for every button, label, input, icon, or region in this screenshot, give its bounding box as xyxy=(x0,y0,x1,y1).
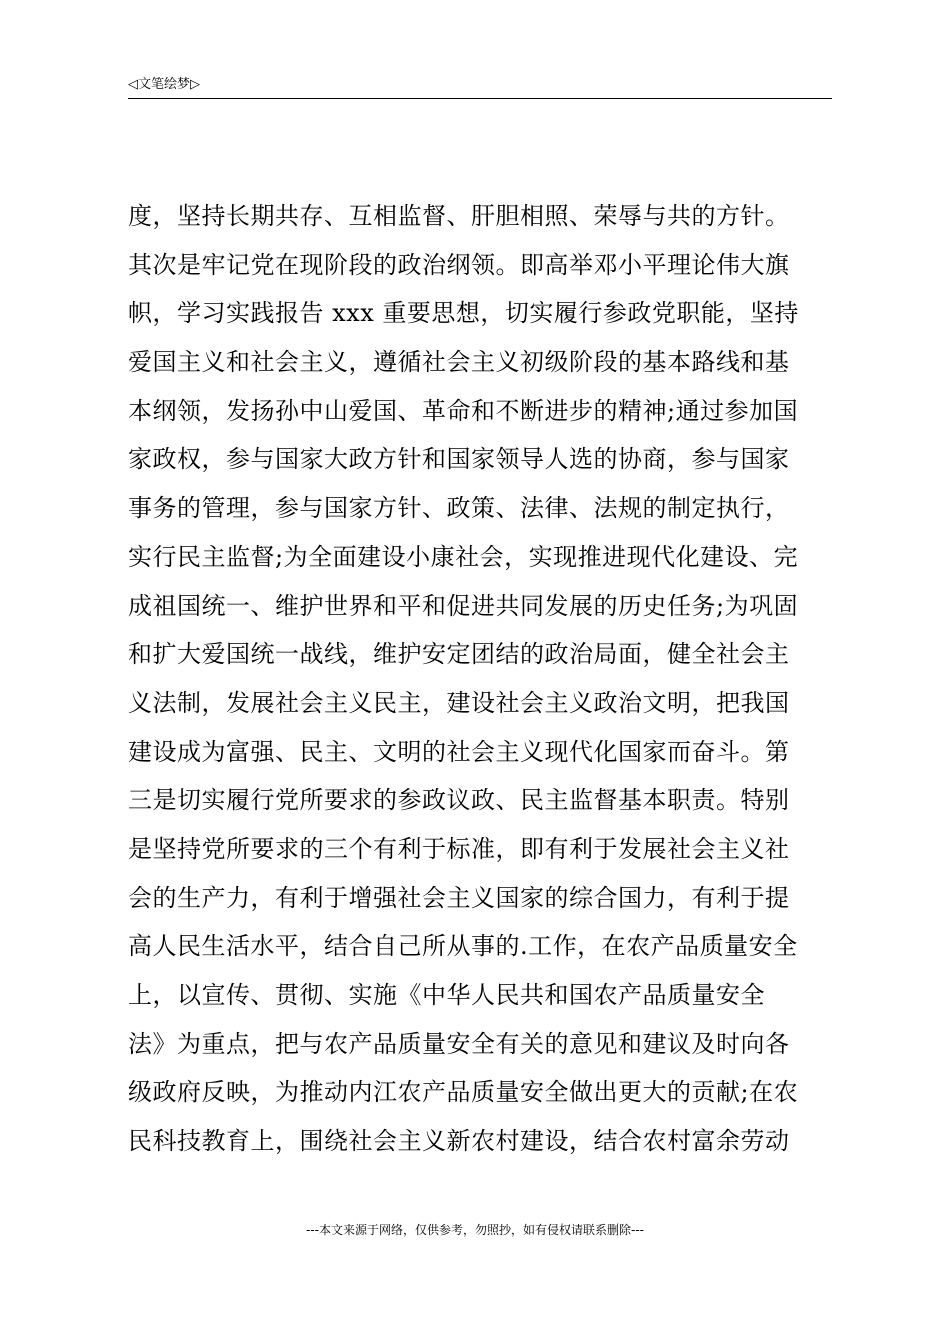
text-line: 是坚持党所要求的三个有利于标准，即有利于发展社会主义社 xyxy=(128,834,790,863)
text-line: 会的生产力，有利于增强社会主义国家的综合国力，有利于提 xyxy=(128,883,790,912)
text-line: 三是切实履行党所要求的参政议政、民主监督基本职责。特别 xyxy=(128,786,790,815)
text-line: 度，坚持长期共存、互相监督、肝胆相照、荣辱与共的方针。 xyxy=(128,202,790,230)
text-line: 民科技教育上，围绕社会主义新农村建设，结合农村富余劳动 xyxy=(128,1127,790,1156)
text-line: 上，以宣传、贯彻、实施《中华人民共和国农产品质量安全 xyxy=(128,981,765,1009)
text-line: 实行民主监督;为全面建设小康社会，实现推进现代化建设、完 xyxy=(128,542,799,571)
text-line: 建设成为富强、民主、文明的社会主义现代化国家而奋斗。第 xyxy=(128,737,790,766)
text-line: 成祖国统一、维护世界和平和促进共同发展的历史任务;为巩固 xyxy=(128,591,799,620)
text-line: 爱国主义和社会主义，遵循社会主义初级阶段的基本路线和基 xyxy=(128,348,790,377)
document-body xyxy=(128,192,834,1166)
text-line: 本纲领，发扬孙中山爱国、革命和不断进步的精神;通过参加国 xyxy=(128,396,799,425)
header-title: ◁文笔绘梦▷ xyxy=(128,77,200,92)
page-footer: ---本文来源于网络，仅供参考，勿照抄，如有侵权请联系删除--- xyxy=(306,1223,644,1237)
text-line: 家政权，参与国家大政方针和国家领导人选的协商，参与国家 xyxy=(128,445,790,474)
text-line: 法》为重点，把与农产品质量安全有关的意见和建议及时向各 xyxy=(128,1029,790,1058)
text-line: 级政府反映，为推动内江农产品质量安全做出更大的贡献;在农 xyxy=(128,1078,799,1107)
page-header xyxy=(128,74,832,99)
text-line: 高人民生活水平，结合自己所从事的.工作，在农产品质量安全 xyxy=(128,932,798,961)
text-line: 其次是牢记党在现阶段的政治纲领。即高举邓小平理论伟大旗 xyxy=(128,250,790,279)
text-line: 帜，学习实践报告 xxx 重要思想，切实履行参政党职能，坚持 xyxy=(128,299,799,328)
text-line: 事务的管理，参与国家方针、政策、法律、法规的制定执行， xyxy=(128,494,790,523)
text-line: 和扩大爱国统一战线，维护安定团结的政治局面，健全社会主 xyxy=(128,640,790,669)
text-line: 义法制，发展社会主义民主，建设社会主义政治文明，把我国 xyxy=(128,688,790,717)
